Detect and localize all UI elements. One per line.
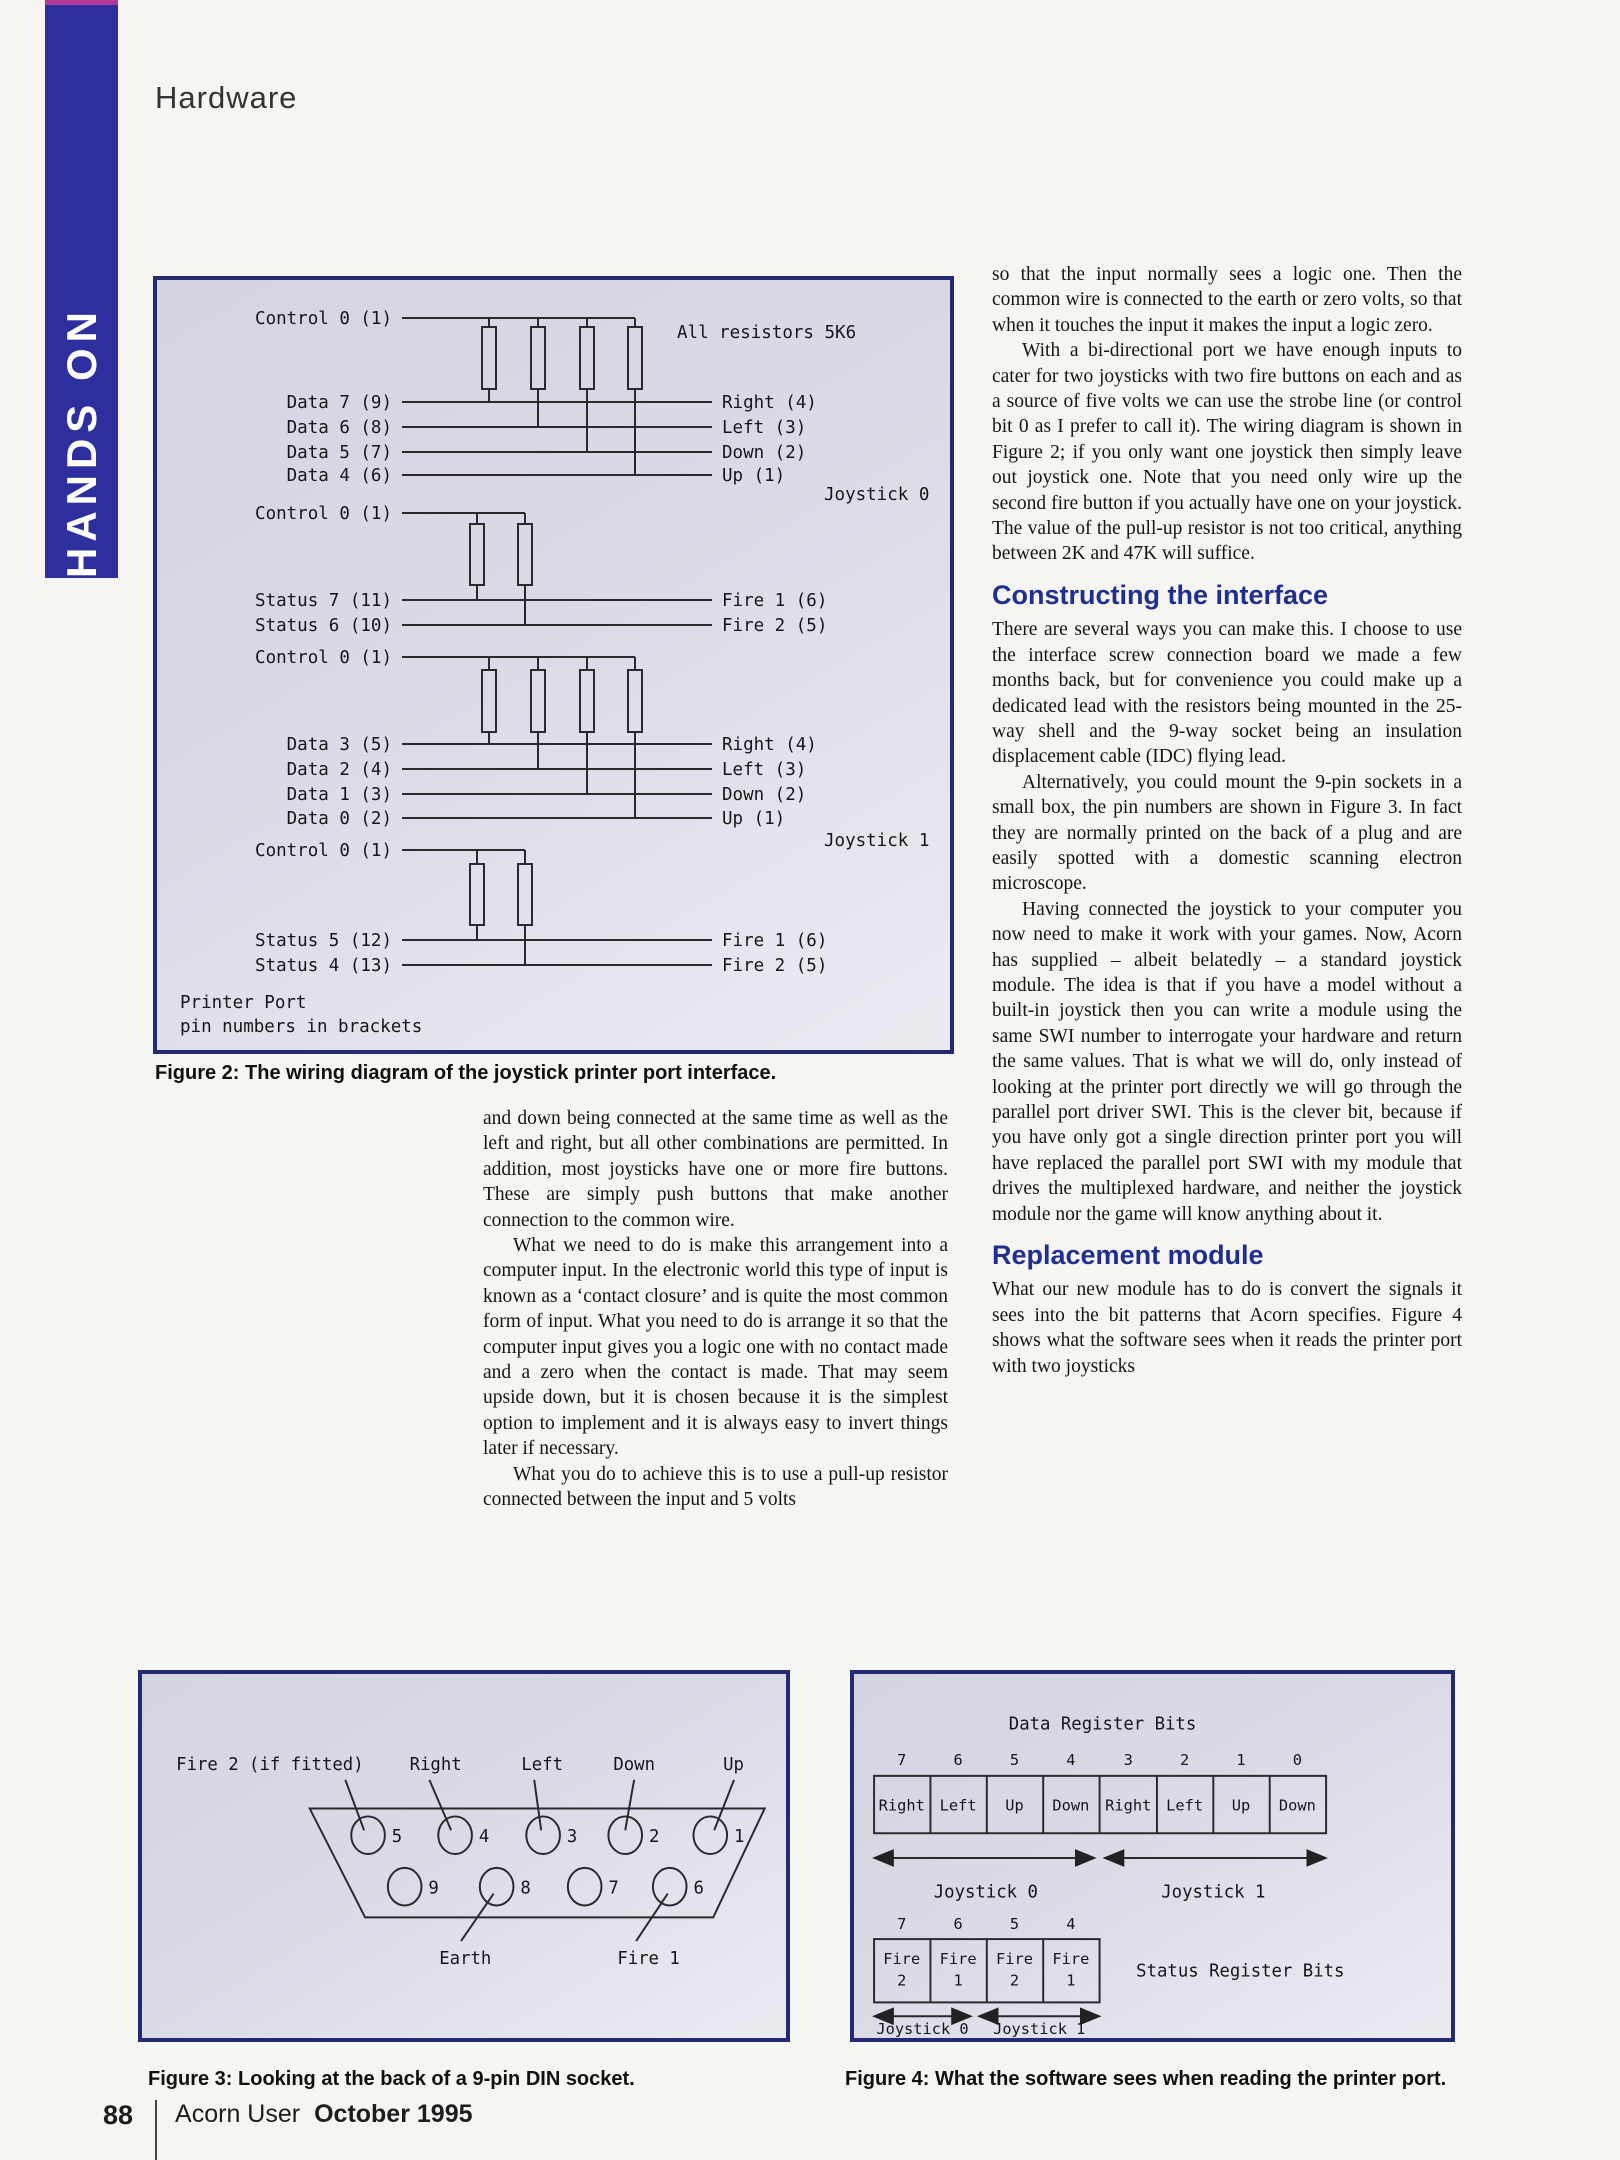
bit-number: 7 (897, 1751, 907, 1769)
paragraph: With a bi-directional port we have enough inputs to cater for two joysticks with two fire buttons on each and as a source of five volts we can use the strobe line (or control bit 0 as I prefer to call it). The wiring diagram is shown in Figure 2; if you only want one joystick then simply leave out joystick one. Note that you need only wire up the second fire button if you actually have one on your joystick. The value of the pull-up resistor is not too critical, anything between 2K and 47K will suffice. (992, 340, 1462, 565)
pin-number: 3 (566, 1827, 578, 1848)
pin-label: Status 6 (10) (255, 616, 392, 636)
bit-number: 0 (1292, 1751, 1303, 1769)
bit-number: 4 (1066, 1751, 1076, 1769)
figure4-caption: Figure 4: What the software sees when reading the printer port. (845, 2068, 1447, 2090)
bit-number: 4 (1066, 1915, 1076, 1934)
bit-number: 3 (1123, 1751, 1133, 1769)
article-column-middle (483, 1106, 948, 1513)
pin-label: Data 2 (4) (286, 760, 392, 780)
joystick0-span-label: Joystick 0 (876, 2020, 969, 2038)
printer-port-note: Printer Port (180, 993, 307, 1013)
bit-number: 5 (1009, 1915, 1020, 1934)
pin-number: 9 (428, 1878, 439, 1899)
paragraph: What our new module has to do is convert the signals it sees into the bit patterns that Acorn specifies. Figure 4 shows what the software sees when it reads the printer port with two joysticks (992, 1279, 1462, 1377)
banner-label: HANDS ON (57, 305, 105, 578)
magazine-name: Acorn User (175, 2100, 301, 2128)
bit-number: 2 (1180, 1751, 1190, 1769)
page-number: 88 (103, 2100, 134, 2130)
signal-label: Fire 1 (6) (722, 591, 828, 611)
joystick1-span-label: Joystick 1 (1161, 1882, 1266, 1903)
figure4-register-diagram (854, 1674, 1451, 2038)
signal-label: Up (1) (722, 466, 786, 486)
status-cell: 2 (1009, 1971, 1020, 1990)
data-cell: Down (1278, 1796, 1316, 1815)
data-cell: Left (1166, 1796, 1204, 1815)
signal-label: Right (4) (722, 393, 817, 413)
wiring-labels (180, 309, 929, 1037)
page-footer (103, 2100, 473, 2160)
right-label: Right (409, 1754, 462, 1775)
figure3-caption: Figure 3: Looking at the back of a 9-pin DIN socket. (148, 2068, 635, 2090)
fire1-label: Fire 1 (617, 1948, 680, 1969)
status-cell: Fire (1052, 1949, 1090, 1968)
socket-shape (310, 1780, 765, 1941)
left-label: Left (521, 1754, 564, 1775)
figure3-box (138, 1670, 790, 2042)
hands-on-banner (45, 0, 118, 578)
section-heading: Hardware (155, 80, 298, 115)
pin-label: Data 5 (7) (286, 443, 392, 463)
paragraph: What you do to achieve this is to use a pull-up resistor connected between the input and 5 volts (483, 1463, 948, 1511)
data-cell: Right (878, 1796, 925, 1815)
issue-date: October 1995 (314, 2100, 473, 2128)
pin-label: Data 7 (9) (286, 393, 392, 413)
register-labels (876, 1714, 1344, 2038)
resistor-note: All resistors 5K6 (677, 323, 857, 343)
status-cell: Fire (996, 1949, 1033, 1968)
data-register-title: Data Register Bits (1008, 1714, 1197, 1735)
data-cell: Right (1105, 1796, 1152, 1815)
pin-label: Data 6 (8) (286, 418, 392, 438)
data-cell: Down (1052, 1796, 1090, 1815)
signal-label: Fire 1 (6) (722, 931, 828, 951)
figure2-caption: Figure 2: The wiring diagram of the joystick printer port interface. (155, 1062, 777, 1084)
heading-replacement-module: Replacement module (992, 1240, 1264, 1271)
joystick0-span-label: Joystick 0 (933, 1882, 1038, 1903)
paragraph: so that the input normally sees a logic one. Then the common wire is connected to the earth or zero volts, so that when it touches the input it makes the input a logic zero. (992, 264, 1462, 336)
heading-constructing-the-interface: Constructing the interface (992, 579, 1329, 610)
signal-label: Fire 2 (5) (722, 616, 828, 636)
control-label: Control 0 (1) (255, 648, 392, 668)
status-cell: Fire (939, 1949, 977, 1968)
figure2-box (153, 276, 954, 1054)
status-cell: Fire (883, 1949, 921, 1968)
pin-label: Data 1 (3) (286, 785, 392, 805)
signal-label: Left (3) (722, 418, 807, 438)
paragraph: Alternatively, you could mount the 9-pin sockets in a small box, the pin numbers are shown in Figure 3. In fact they are normally printed on the back of a plug and are easily spotted with a domestic scanning electron microscope. (992, 771, 1462, 895)
control-label: Control 0 (1) (255, 504, 392, 524)
data-cell: Up (1231, 1796, 1251, 1815)
up-label: Up (723, 1754, 744, 1775)
signal-label: Up (1) (722, 809, 786, 829)
figure4-box (850, 1670, 1455, 2042)
signal-label: Fire 2 (5) (722, 956, 828, 976)
pin-label: Data 4 (6) (286, 466, 392, 486)
pin-label: Status 4 (13) (255, 956, 392, 976)
joystick0-tag: Joystick 0 (824, 485, 930, 505)
pin-number: 8 (520, 1878, 531, 1899)
status-cell: 1 (1066, 1971, 1076, 1990)
bit-number: 6 (953, 1915, 963, 1934)
pin-label: Data 3 (5) (286, 735, 392, 755)
figure2-wiring-diagram (157, 280, 950, 1050)
pin-number: 6 (693, 1878, 704, 1899)
pin-label: Data 0 (2) (286, 809, 392, 829)
signal-label: Left (3) (722, 760, 807, 780)
joystick1-span-label: Joystick 1 (993, 2020, 1086, 2038)
data-cell: Left (939, 1796, 977, 1815)
figure3-din-socket-diagram (142, 1674, 786, 2038)
pin-label: Status 5 (12) (255, 931, 392, 951)
control-label: Control 0 (1) (255, 309, 392, 329)
pin-number: 2 (648, 1827, 660, 1848)
bit-number: 1 (1236, 1751, 1246, 1769)
fire2-label: Fire 2 (if fitted) (176, 1754, 364, 1775)
data-cell: Up (1005, 1796, 1024, 1815)
footer-divider (155, 2100, 157, 2160)
down-label: Down (613, 1754, 656, 1775)
pin-number: 5 (391, 1827, 403, 1848)
bit-number: 7 (897, 1915, 907, 1934)
joystick1-tag: Joystick 1 (824, 831, 930, 851)
article-column-right (992, 262, 1462, 1379)
status-register-title: Status Register Bits (1136, 1961, 1345, 1982)
status-cell: 2 (897, 1971, 907, 1990)
printer-port-note: pin numbers in brackets (180, 1017, 423, 1037)
paragraph: There are several ways you can make this. I choose to use the interface screw connection board we made a few months back, but for convenience you could make up a dedicated lead with the resistors being mounted in the 25-way shell and the 9-way socket being an insulation displacement cable (IDC) flying lead. (992, 619, 1462, 768)
pin-label: Status 7 (11) (255, 591, 392, 611)
pin-number: 4 (478, 1827, 490, 1848)
wires (402, 318, 712, 965)
pin-number: 1 (734, 1827, 745, 1848)
bit-number: 6 (953, 1751, 963, 1769)
signal-label: Down (2) (722, 785, 807, 805)
paragraph: What we need to do is make this arrangement into a computer input. In the electronic world this type of input is known as a ‘contact closure’ and is quite the most common form of input. What you need to do is arrange it so that the computer input gives you a logic one with no contact made and a zero when the contact is made. That may seem upside down, but it is chosen because it is the simplest option to implement and it is always easy to invert things later if necessary. (483, 1235, 948, 1460)
paragraph: Having connected the joystick to your computer you now need to make it work with your games. Now, Acorn has supplied – albeit belatedly – a standard joystick module. The idea is that if you have a model without a built-in joystick then you can write a module using the same SWI number to interrogate your hardware and return the same values. That is what we will do, only instead of looking at the printer port directly we will go through the parallel port driver SWI. This is the clever bit, because if you have only got a single direction printer port you will have replaced the parallel port SWI with my module that drives the multiplexed hardware, and neither the joystick module nor the game will know anything about it. (992, 898, 1462, 1225)
socket-labels (176, 1755, 744, 1969)
earth-label: Earth (439, 1948, 492, 1969)
bit-number: 5 (1009, 1751, 1020, 1769)
status-cell: 1 (953, 1971, 963, 1990)
control-label: Control 0 (1) (255, 841, 392, 861)
signal-label: Right (4) (722, 735, 817, 755)
paragraph: and down being connected at the same time as well as the left and right, but all other combinations are permitted. In addition, most joysticks have one or more fire buttons. These are simply push buttons that make another connection to the common wire. (483, 1108, 948, 1231)
signal-label: Down (2) (722, 443, 807, 463)
pin-number: 7 (608, 1878, 619, 1899)
